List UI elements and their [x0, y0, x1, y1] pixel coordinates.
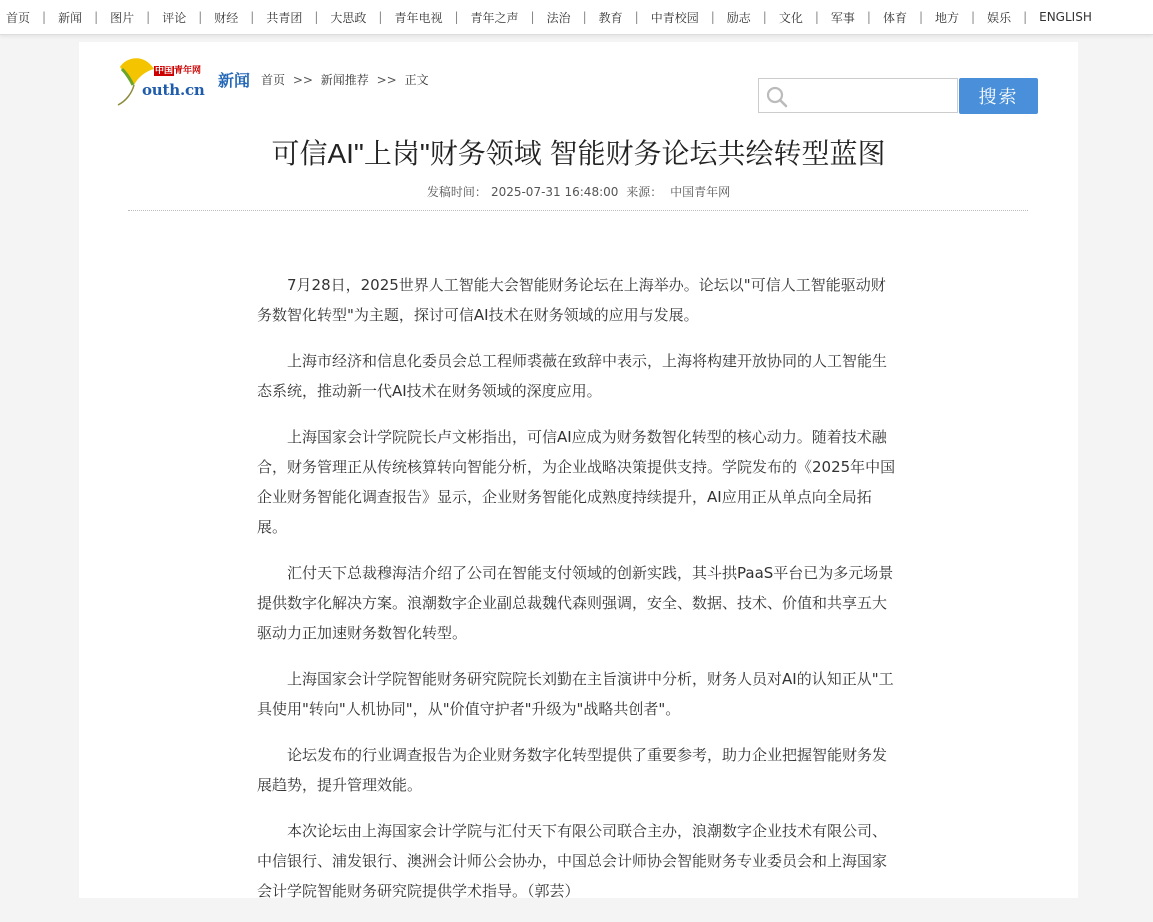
nav-separator: | — [250, 10, 255, 24]
nav-separator: | — [710, 10, 715, 24]
search-input[interactable] — [793, 83, 957, 110]
nav-separator: | — [198, 10, 203, 24]
article-paragraph: 汇付天下总裁穆海洁介绍了公司在智能支付领域的创新实践，其斗拱PaaS平台已为多元场景提供数字化解决方案。浪潮数字企业副总裁魏代森则强调，安全、数据、技术、价值和共享五大驱动力正加速财务数智化转型。 — [257, 564, 894, 642]
nav-separator: | — [530, 10, 535, 24]
search-box — [758, 78, 958, 113]
meta-source-label: 来源： — [626, 185, 663, 199]
breadcrumb-separator: >> — [376, 73, 397, 87]
breadcrumb-separator: >> — [292, 73, 313, 87]
article-paragraph: 7月28日，2025世界人工智能大会智能财务论坛在上海举办。论坛以"可信人工智能驱动财务数智化转型"为主题，探讨可信AI技术在财务领域的应用与发展。 — [257, 276, 886, 324]
meta-time-label: 发稿时间： — [426, 185, 487, 199]
section-label[interactable]: 新闻 — [218, 71, 251, 90]
nav-separator: | — [94, 10, 99, 24]
nav-item[interactable]: 大思政 — [330, 10, 367, 25]
meta-time: 2025-07-31 16:48:00 — [490, 185, 619, 199]
breadcrumb-news-recommend[interactable]: 新闻推荐 — [320, 73, 369, 87]
nav-item[interactable]: 财经 — [214, 10, 239, 25]
nav-item[interactable]: 军事 — [830, 10, 855, 25]
logo-domain: outh.cn — [142, 81, 205, 99]
nav-item[interactable]: 体育 — [882, 10, 907, 25]
nav-separator: | — [42, 10, 47, 24]
meta-source: 中国青年网 — [670, 185, 731, 199]
nav-item[interactable]: 青年之声 — [470, 10, 519, 25]
breadcrumb-current: 正文 — [404, 73, 429, 87]
nav-separator: | — [634, 10, 639, 24]
nav-separator: | — [971, 10, 976, 24]
nav-item[interactable]: 青年电视 — [394, 10, 443, 25]
breadcrumb-home[interactable]: 首页 — [261, 73, 286, 87]
nav-separator: | — [918, 10, 923, 24]
nav-separator: | — [582, 10, 587, 24]
nav-item[interactable]: 首页 — [6, 10, 31, 25]
article-paragraph: 上海国家会计学院院长卢文彬指出，可信AI应成为财务数智化转型的核心动力。随着技术融合，财务管理正从传统核算转向智能分析，为企业战略决策提供支持。学院发布的《2025年中国企业财务智能化调查报告》显示，企业财务智能化成熟度持续提升，AI应用正从单点向全局拓展。 — [257, 428, 896, 536]
nav-separator: | — [1023, 10, 1028, 24]
nav-separator: | — [378, 10, 383, 24]
nav-item[interactable]: 文化 — [778, 10, 803, 25]
article-paragraph: 论坛发布的行业调查报告为企业财务数字化转型提供了重要参考，助力企业把握智能财务发展趋势，提升管理效能。 — [257, 746, 888, 794]
article-title: 可信AI"上岗"财务领域 智能财务论坛共绘转型蓝图 — [271, 138, 886, 169]
logo-badge: 中国青年网 — [155, 66, 202, 76]
nav-item[interactable]: 娱乐 — [987, 10, 1012, 25]
nav-separator: | — [314, 10, 319, 24]
article-meta — [79, 183, 1078, 200]
article-paragraph: 上海市经济和信息化委员会总工程师裘薇在致辞中表示，上海将构建开放协同的人工智能生态系统，推动新一代AI技术在财务领域的深度应用。 — [257, 352, 888, 400]
nav-item[interactable]: 评论 — [162, 10, 187, 25]
nav-item[interactable]: 励志 — [726, 10, 751, 25]
breadcrumb — [261, 71, 429, 88]
search-icon — [765, 86, 789, 108]
search-button[interactable]: 搜索 — [959, 78, 1038, 114]
nav-separator: | — [866, 10, 871, 24]
nav-separator: | — [814, 10, 819, 24]
nav-item[interactable]: 中青校园 — [650, 10, 699, 25]
nav-item[interactable]: 共青团 — [266, 10, 303, 25]
article-body — [257, 270, 899, 922]
nav-separator: | — [762, 10, 767, 24]
nav-item[interactable]: ENGLISH — [1039, 10, 1092, 24]
top-navigation — [0, 0, 1153, 35]
nav-separator: | — [454, 10, 459, 24]
nav-item[interactable]: 地方 — [935, 10, 960, 25]
nav-separator: | — [146, 10, 151, 24]
nav-item[interactable]: 新闻 — [58, 10, 83, 25]
page-container — [79, 42, 1078, 898]
site-logo[interactable] — [116, 55, 211, 107]
title-divider — [128, 210, 1028, 211]
article-paragraph: 上海国家会计学院智能财务研究院院长刘勤在主旨演讲中分析，财务人员对AI的认知正从"工具使用"转向"人机协同"，从"价值守护者"升级为"战略共创者"。 — [257, 670, 894, 718]
nav-item[interactable]: 教育 — [598, 10, 623, 25]
article-paragraph: 本次论坛由上海国家会计学院与汇付天下有限公司联合主办，浪潮数字企业技术有限公司、中信银行、浦发银行、澳洲会计师公会协办，中国总会计师协会智能财务专业委员会和上海国家会计学院智能财务研究院提供学术指导。（郭芸） — [257, 822, 888, 900]
nav-item[interactable]: 图片 — [110, 10, 135, 25]
nav-item[interactable]: 法治 — [546, 10, 571, 25]
